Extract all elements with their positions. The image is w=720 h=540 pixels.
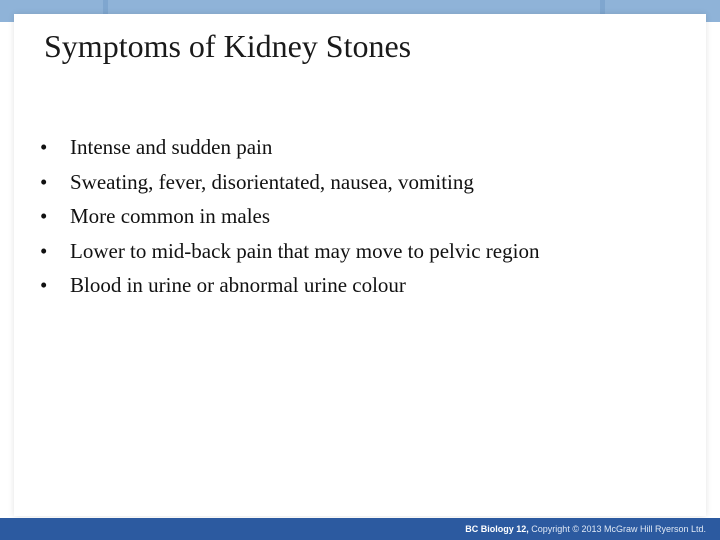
slide-canvas [14,14,706,516]
bullet-item [40,268,539,303]
bullet-text: Blood in urine or abnormal urine colour [70,273,406,297]
bullet-item [40,199,539,234]
bullet-text: Sweating, fever, disorientated, nausea, vomiting [70,169,474,194]
footer-course: BC Biology 12, [465,524,529,534]
bullet-list [40,130,539,303]
bullet-text: More common in males [70,204,271,228]
footer-copyright [465,518,706,540]
bullet-text: Lower to mid-back pain that may move to pelvic region [70,238,540,263]
bullet-item [40,234,539,269]
bullet-item [40,130,539,165]
bullet-text: Intense and sudden pain [70,135,273,159]
footer-copyright-text: Copyright © 2013 McGraw Hill Ryerson Ltd. [528,524,706,534]
footer-band [0,518,720,540]
bullet-icon: • [40,238,48,263]
slide-title: Symptoms of Kidney Stones [44,28,412,64]
bullet-icon: • [40,135,48,159]
bullet-icon: • [40,273,48,297]
bullet-item [40,165,539,200]
bullet-icon: • [40,204,48,228]
bullet-icon: • [40,169,48,194]
